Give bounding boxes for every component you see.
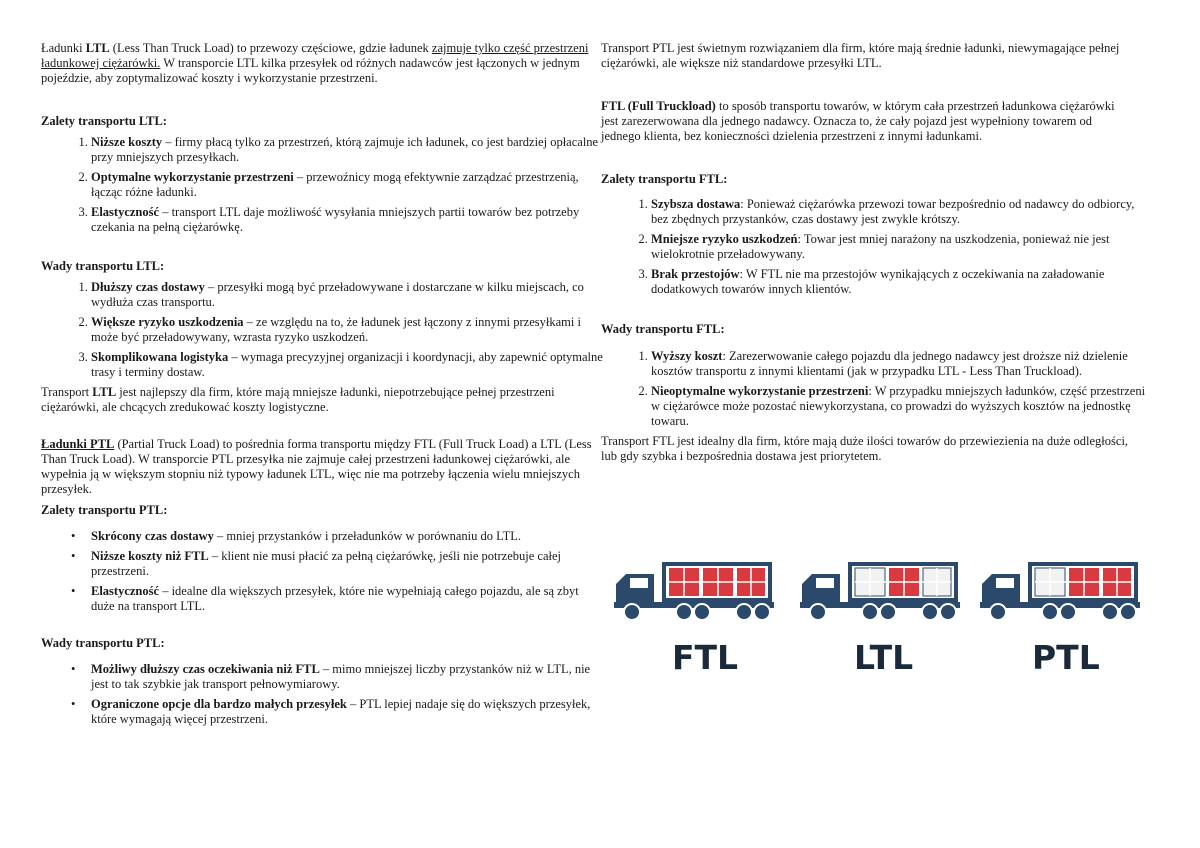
list-item [91, 549, 601, 579]
truck-ftl-icon [614, 560, 774, 625]
ptl-intro-paragraph [41, 437, 596, 497]
truck-ptl-icon [980, 560, 1140, 625]
truck-window [630, 578, 648, 588]
ltl-summary-paragraph [41, 385, 571, 415]
item-title: Brak przestojów [651, 267, 740, 281]
list-item [91, 350, 611, 380]
ptl-intro-bold: Ładunki PTL [41, 437, 115, 451]
ftl-intro-bold: FTL (Full Truckload) [601, 99, 716, 113]
list-item [651, 232, 1151, 262]
item-title: Nieoptymalne wykorzystanie przestrzeni [651, 384, 869, 398]
ftl-pros-list [601, 197, 1151, 297]
ltl-summary-text-2: jest najlepszy dla firm, które mają mniejsze ładunki, niepotrzebujące pełnej przestrzeni ciężarówki, ale chcących zredukować koszty logistyczne. [41, 385, 555, 414]
ltl-intro-text: Ładunki [41, 41, 86, 55]
item-text: – idealne dla większych przesyłek, które nie wypełniają całego pojazdu, ale są zbyt duże na transport LTL. [91, 584, 579, 613]
list-item [651, 267, 1151, 297]
item-text: – wymaga precyzyjnej organizacji i koordynacji, aby zapewnić optymalne trasy i terminy dostaw. [91, 350, 603, 379]
item-text: – ze względu na to, że ładunek jest łączony z innymi przesyłkami i może być przeładowywany, wzrasta ryzyko uszkodzeń. [91, 315, 581, 344]
item-text: – przesyłki mogą być przeładowywane i dostarczane w kilku miejscach, co wydłuża czas transportu. [91, 280, 584, 309]
item-text: – firmy płacą tylko za przestrzeń, którą zajmuje ich ładunek, co jest bardziej opłacalne przy mniejszych przesyłkach. [91, 135, 599, 164]
ptl-note-text: Transport PTL jest świetnym rozwiązaniem dla firm, które mają średnie ładunki, niewymagające pełnej ciężarówki, ale większe niż standardowe przesyłki LTL. [601, 41, 1120, 70]
ftl-summary-paragraph [601, 434, 1146, 464]
right-column [601, 99, 1159, 464]
ftl-pros-heading: Zalety transportu FTL: [601, 172, 728, 186]
item-title: Ograniczone opcje dla bardzo małych przesyłek [91, 697, 347, 711]
item-text: : W FTL nie ma przestojów wynikających z oczekiwania na załadowanie dodatkowych towarów innych klientów. [651, 267, 1105, 296]
item-text: : Towar jest mniej narażony na uszkodzenia, ponieważ nie jest wielokrotnie przeładowywany. [651, 232, 1110, 261]
ptl-cons-heading: Wady transportu PTL: [41, 636, 165, 650]
ptl-pros-list [41, 529, 601, 614]
ltl-summary-bold: LTL [92, 385, 117, 399]
ftl-cons-heading: Wady transportu FTL: [601, 322, 725, 336]
truck-ltl-icon [800, 560, 960, 625]
ptl-intro-text: (Partial Truck Load) to pośrednia forma transportu między FTL (Full Truck Load) a LTL (Less Than Truck Load). W transporcie PTL przesyłka nie zajmuje całej przestrzeni ładunkowej ciężarówki, ale wypełnia ją w większym stopniu niż typowy ładunek LTL, więc nie ma potrzeby łączenia wielu mniejszych przesyłek. [41, 437, 592, 496]
item-text: : W przypadku mniejszych ładunków, część przestrzeni w ciężarówce może pozostać niewykorzystana, co prowadzi do wyższych kosztów na jednostkę towaru. [651, 384, 1146, 428]
item-text: – PTL lepiej nadaje się do większych przesyłek, które wymagają więcej przestrzeni. [91, 697, 591, 726]
list-item [91, 170, 611, 200]
item-text: – mimo mniejszej liczby przystanków niż w LTL, nie jest to tak szybkie jak transport pełnowymiarowy. [91, 662, 591, 691]
list-item [91, 205, 611, 235]
ltl-intro-underlined: zajmuje tylko część przestrzeni ładunkowej ciężarówki. [41, 41, 589, 70]
ftl-intro-text: to sposób transportu towarów, w którym cała przestrzeń ładunkowa ciężarówki jest zarezerwowana dla jednego nadawcy. Oznacza to, że cały pojazd jest wypełniony towarem od jednego klienta, bez konieczności dzielenia przestrzeni z innymi ładunkami. [601, 99, 1115, 143]
item-text: – przewoźnicy mogą efektywnie zarządzać przestrzenią, łącząc różne ładunki. [91, 170, 579, 199]
truck-label-ltl: LTL [854, 638, 914, 677]
item-title: Wyższy koszt [651, 349, 723, 363]
item-title: Większe ryzyko uszkodzenia [91, 315, 244, 329]
item-text: – mniej przystanków i przeładunków w porównaniu do LTL. [213, 529, 522, 543]
item-title: Elastyczność [91, 205, 160, 219]
list-item [651, 197, 1151, 227]
cargo-boxes [669, 568, 765, 596]
item-text: – klient nie musi płacić za pełną ciężarówkę, jeśli nie potrzebuje całej przestrzeni. [91, 549, 561, 578]
list-item [91, 662, 601, 692]
list-item [651, 384, 1151, 429]
item-title: Mniejsze ryzyko uszkodzeń [651, 232, 798, 246]
list-item [91, 135, 611, 165]
ltl-pros-list [41, 135, 611, 235]
item-title: Optymalne wykorzystanie przestrzeni [91, 170, 294, 184]
item-title: Niższe koszty niż FTL [91, 549, 209, 563]
ltl-cons-heading: Wady transportu LTL: [41, 259, 165, 273]
ftl-cons-list [601, 349, 1151, 429]
item-text: : Zarezerwowanie całego pojazdu dla jednego nadawcy jest droższe niż dzielenie kosztów transportu z innymi klientami (jak w przypadku LTL - Less Than Truckload). [651, 349, 1128, 378]
list-item [91, 697, 601, 727]
list-item [91, 280, 611, 310]
ltl-intro-text-2: (Less Than Truck Load) to przewozy częściowe, gdzie ładunek [109, 41, 432, 55]
item-title: Niższe koszty [91, 135, 163, 149]
item-text: – transport LTL daje możliwość wysyłania mniejszych partii towarów bez potrzeby czekania na pełną ciężarówkę. [91, 205, 580, 234]
item-title: Szybsza dostawa [651, 197, 741, 211]
ptl-pros-heading: Zalety transportu PTL: [41, 503, 168, 517]
ftl-summary-text: Transport FTL jest idealny dla firm, które mają duże ilości towarów do przewiezienia na duże odległości, lub gdy szybka i bezpośrednia dostawa jest priorytetem. [601, 434, 1129, 463]
truck-label-ptl: PTL [1032, 638, 1100, 677]
ltl-intro-paragraph [41, 41, 599, 86]
ptl-cons-list [41, 662, 601, 727]
list-item [651, 349, 1151, 379]
list-item [91, 315, 611, 345]
left-column [41, 41, 601, 732]
ptl-note-paragraph [601, 41, 1159, 71]
ltl-intro-bold: LTL [85, 41, 110, 55]
ltl-pros-heading: Zalety transportu LTL: [41, 114, 167, 128]
item-title: Dłuższy czas dostawy [91, 280, 205, 294]
item-title: Elastyczność [91, 584, 160, 598]
truck-label-ftl: FTL [672, 638, 739, 677]
item-title: Skrócony czas dostawy [91, 529, 214, 543]
truck-illustration [614, 560, 1150, 690]
ltl-summary-text: Transport [41, 385, 93, 399]
ltl-intro-text-3: W transporcie LTL kilka przesyłek od różnych nadawców jest łączonych w jednym pojeździe, aby zoptymalizować koszty i wykorzystanie przestrzeni. [41, 56, 580, 85]
ltl-cons-list [41, 280, 611, 380]
item-title: Skomplikowana logistyka [91, 350, 229, 364]
ftl-intro-paragraph [601, 99, 1131, 144]
list-item [91, 584, 601, 614]
item-text: : Ponieważ ciężarówka przewozi towar bezpośrednio od nadawcy do odbiorcy, bez zbędnych przystanków, czas dostawy jest zwykle krótszy. [651, 197, 1135, 226]
item-title: Możliwy dłuższy czas oczekiwania niż FTL [91, 662, 320, 676]
list-item [91, 529, 601, 544]
